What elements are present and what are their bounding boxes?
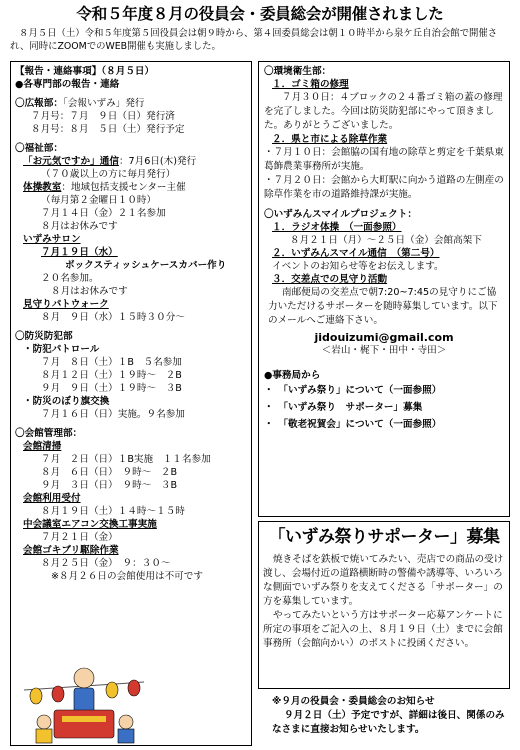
person-body-right [118, 729, 134, 743]
koho-l2: ８月号：８月 ５日（土）発行予定 [31, 124, 185, 135]
bohan-head: 〇防災防犯部 [15, 331, 73, 342]
smile-head: 〇いずみんスマイルプロジェクト： [264, 209, 417, 220]
report-box [10, 61, 252, 746]
aircon-head: 中会議室エアコン交換工事実施 [23, 519, 157, 530]
intro-text: ８月５日（土）令和５年度第５回役員会は朝９時から、第４回委員総会は朝１０時半から泉ケ丘自治会館で開催され、同時にZOOMでのWEB開催も実施しました。 [10, 28, 498, 52]
koho-line: 〇広報部：「会報いずみ」発行 [15, 98, 145, 109]
weed-l1: ・７月１０日：会館脇の国有地の除草と剪定を千葉県東葛飾農業事務所が実施。 [264, 147, 504, 172]
page-title: 令和５年度８月の役員会・委員総会が開催されました [76, 5, 444, 23]
notice-l1: ※９月の役員会・委員総会のお知らせ [272, 696, 435, 707]
cleaning-l2: ８月 ６日（日） ９時～ ２B [41, 467, 178, 478]
report-header: 【報告・連絡事項】（８月５日） [15, 66, 155, 77]
section-title: ●各専門部の報告・連絡 [15, 79, 120, 90]
roach-note: ※８月２６日の会館使用は不可です [51, 571, 203, 582]
salon-l1: ボックスティッシュケースカバー作り [65, 260, 227, 271]
salon-head: いずみサロン [23, 234, 81, 245]
september-notice [272, 695, 512, 737]
taiso-l2: ８月はお休みです [41, 221, 118, 232]
patrol-l3: ９月 ９日（土）１９時～ ３B [41, 383, 182, 394]
flag-l1: ７月１６日（日）実施。９名参加 [41, 409, 185, 420]
contact-names: ＜岩山・梶下・田中・寺田＞ [321, 345, 447, 356]
roach-l1: ８月２５日（金） ９：３０～ [41, 558, 171, 569]
salon-l2: ２０名参加。 [41, 273, 99, 284]
kankyo-head: 〇環境衛生部： [264, 66, 332, 77]
cleaning-head: 会館清掃 [23, 441, 62, 452]
weed-head: ２．県と市による除草作業 [272, 134, 388, 145]
ogenki-line: 「お元気ですか」通信：7月6日(木)発行 [23, 156, 197, 167]
aircon-l1: ７月２１日（金） [41, 532, 118, 543]
taiso-note: （毎月第２金曜日１０時） [41, 195, 157, 206]
supporter-body [263, 553, 509, 651]
cleaning-l1: ７月 ２日（日）１B実施 １１名参加 [41, 454, 211, 465]
tsushin-head: ２．いずみんスマイル通信 （第二号） [272, 248, 440, 259]
supporter-p1: 焼きそばを鉄板で焼いてみたい、売店での商品の受け渡し、会場付近の道路横断時の警備や誘導等、いろいろな側面でいずみ祭りを支えてくださる「サポーター」の方を募集しています。 [263, 554, 504, 607]
festival-illustration [14, 660, 154, 746]
use-l1: ８月１９日（土）１４時～１５時 [41, 506, 185, 517]
kankyo-box [258, 61, 510, 517]
patrol-l1: ７月 ８日（土）１B ５名参加 [41, 357, 182, 368]
mimamori-text: 南邮便局の交差点で朝7:20~7:45の見守りにご協力いただけるサポーターを随時募集しています。以下のメールへご連絡下さい。 [268, 287, 498, 326]
office-item-1: ・ 「いずみ祭り」について（一面参照） [264, 385, 442, 396]
patrol-head: ・防犯パトロール [23, 344, 100, 355]
notice-l2: ９月２日（土）予定ですが、詳細は後日、関係のみなさまに直接お知らせいたします。 [272, 710, 505, 735]
contact-email[interactable]: jidouizumi@gmail.com [314, 331, 454, 344]
supporter-title: 「いずみ祭りサポーター」募集 [268, 527, 500, 547]
person-head-right [119, 715, 133, 729]
child-body [74, 688, 94, 712]
office-item-2: ・ 「いずみ祭り サポーター」募集 [264, 402, 423, 413]
weed-l2: ・７月２０日：会館から大町駅に向かう道路の左側産の除草作業を市の道路維持課が実施。 [264, 175, 504, 200]
trash-head: １．ゴミ箱の修理 [272, 79, 349, 90]
radio-l1: ８月２１日（月）～２５日（金）会館高架下 [290, 235, 482, 246]
supporter-p2: やってみたいという方はサポーター応募アンケートに所定の事項をご記入の上、８月１９日（土）までに会館事務所（会館向かい）のポストに投函ください。 [263, 610, 503, 649]
tsushin-l1: イベントのお知らせ等をお伝えします。 [272, 261, 444, 272]
kaikan-head: 〇会館管理部： [15, 428, 83, 439]
taiso-l1: ７月１４日（金）２１名参加 [41, 208, 166, 219]
use-head: 会館利用受付 [23, 493, 81, 504]
flag-head: ・防災のぼり旗交換 [23, 396, 110, 407]
walk-l1: ８月 ９日（水）１５時３０分～ [41, 312, 185, 323]
roach-head: 会館ゴキブリ駆除作業 [23, 545, 119, 556]
mimamori-head: ３．交差点での見守り活動 [272, 274, 388, 285]
walk-head: 見守りパトウォーク [23, 299, 109, 310]
radio-head: １．ラジオ体操 （一面参照） [272, 222, 402, 233]
salon-l3: ８月はお休みです [51, 286, 128, 297]
trash-text: ７月３０日：４ブロックの２４番ゴミ箱の蓋の修理を完了しました。今回は防災防犯部にやって頂きました。ありがとうございました。 [264, 92, 503, 131]
taiso-line: 体操教室：地域包括支援センター主催 [23, 182, 186, 193]
cleaning-l3: ９月 ３日（日） ９時～ ３B [41, 480, 178, 491]
person-head-left [37, 715, 51, 729]
lantern-4 [128, 680, 140, 696]
child-head [74, 668, 94, 688]
patrol-l2: ８月１２日（土）１９時～ ２B [41, 370, 182, 381]
office-item-3: ・ 「敬老祝賀会」について（一面参照） [264, 419, 442, 430]
person-body-left [36, 729, 52, 743]
mikoshi [54, 710, 114, 738]
ogenki-note: （７０歳以上の方に毎月発行） [41, 169, 176, 180]
lantern-3 [106, 682, 118, 698]
salon-date: ７月１９日（水） [41, 247, 118, 258]
koho-l1: ７月号：７月 ９日（日）発行済 [31, 111, 175, 122]
office-head: ●事務局から [264, 370, 321, 381]
lantern-2 [52, 686, 64, 702]
lantern-1 [30, 688, 42, 704]
fukushi-head: 〇福祉部： [15, 143, 63, 154]
